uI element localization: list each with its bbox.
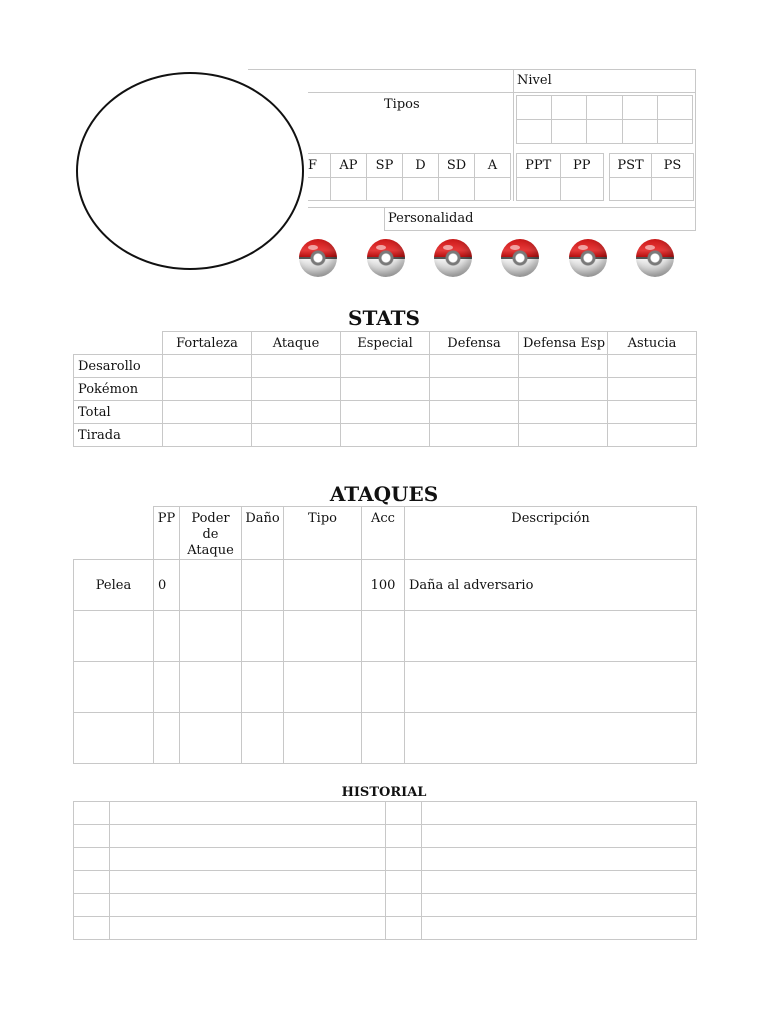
table-row bbox=[74, 917, 697, 940]
ataques-title: ATAQUES bbox=[329, 482, 439, 506]
ataques-col-tipo: Tipo bbox=[284, 507, 362, 560]
stats-col-ataque: Ataque bbox=[252, 332, 341, 355]
stat-abbrev-a: A bbox=[487, 158, 498, 173]
table-row bbox=[74, 871, 697, 894]
stat-abbrev-d: D bbox=[415, 158, 426, 173]
pokeball-icon[interactable] bbox=[501, 239, 539, 277]
ataques-col-pp: PP bbox=[154, 507, 180, 560]
ppt-label: PPT bbox=[517, 154, 561, 178]
pp-label: PP bbox=[560, 154, 604, 178]
table-row bbox=[74, 424, 697, 447]
table-row bbox=[74, 611, 697, 662]
ataques-col-poder: Poder de Ataque bbox=[180, 507, 242, 560]
pokeball-icon[interactable] bbox=[569, 239, 607, 277]
ataques-col-descripcion: Descripción bbox=[405, 507, 697, 560]
table-row bbox=[74, 802, 697, 825]
table-row bbox=[74, 848, 697, 871]
stat-abbrev-sp: SP bbox=[375, 158, 394, 173]
attack-name[interactable]: Pelea bbox=[74, 560, 154, 611]
table-row bbox=[74, 894, 697, 917]
pokeball-icon[interactable] bbox=[299, 239, 337, 277]
table-row bbox=[74, 401, 697, 424]
attack-poder[interactable] bbox=[180, 560, 242, 611]
stats-col-defensa-esp: Defensa Esp bbox=[519, 332, 608, 355]
ataques-col-acc: Acc bbox=[362, 507, 405, 560]
pst-label: PST bbox=[610, 154, 652, 178]
attack-descripcion[interactable]: Daña al adversario bbox=[405, 560, 697, 611]
personalidad-label: Personalidad bbox=[388, 211, 474, 226]
attack-pp[interactable]: 0 bbox=[154, 560, 180, 611]
table-row bbox=[74, 560, 697, 611]
pokeball-icon[interactable] bbox=[636, 239, 674, 277]
ataques-col-dano: Daño bbox=[242, 507, 284, 560]
stats-col-defensa: Defensa bbox=[430, 332, 519, 355]
historial-title: HISTORIAL bbox=[341, 785, 427, 800]
pp-grid[interactable] bbox=[516, 153, 604, 201]
pokeball-icon[interactable] bbox=[434, 239, 472, 277]
ataques-table bbox=[73, 506, 697, 764]
portrait-oval bbox=[76, 72, 304, 270]
table-row bbox=[74, 825, 697, 848]
stats-row-total: Total bbox=[74, 401, 163, 424]
stat-abbrev-sd: SD bbox=[446, 158, 467, 173]
stats-row-tirada: Tirada bbox=[74, 424, 163, 447]
stats-col-especial: Especial bbox=[341, 332, 430, 355]
attack-dano[interactable] bbox=[242, 560, 284, 611]
stat-abbrev-ap: AP bbox=[339, 158, 358, 173]
nivel-label: Nivel bbox=[517, 73, 552, 88]
stats-col-fortaleza: Fortaleza bbox=[163, 332, 252, 355]
table-row bbox=[74, 713, 697, 764]
nivel-grid[interactable] bbox=[516, 95, 693, 144]
tipos-label: Tipos bbox=[384, 97, 420, 112]
stats-row-desarollo: Desarollo bbox=[74, 355, 163, 378]
stats-col-astucia: Astucia bbox=[608, 332, 697, 355]
attack-acc[interactable]: 100 bbox=[362, 560, 405, 611]
pokeball-icon[interactable] bbox=[367, 239, 405, 277]
stats-title: STATS bbox=[348, 306, 420, 330]
ps-grid[interactable] bbox=[609, 153, 694, 201]
historial-table bbox=[73, 801, 697, 940]
table-row bbox=[74, 662, 697, 713]
stats-table bbox=[73, 331, 697, 447]
table-row bbox=[74, 378, 697, 401]
stats-row-pokemon: Pokémon bbox=[74, 378, 163, 401]
table-row bbox=[74, 355, 697, 378]
stat-abbrev-f: F bbox=[308, 158, 318, 173]
ps-label: PS bbox=[652, 154, 694, 178]
attack-tipo[interactable] bbox=[284, 560, 362, 611]
